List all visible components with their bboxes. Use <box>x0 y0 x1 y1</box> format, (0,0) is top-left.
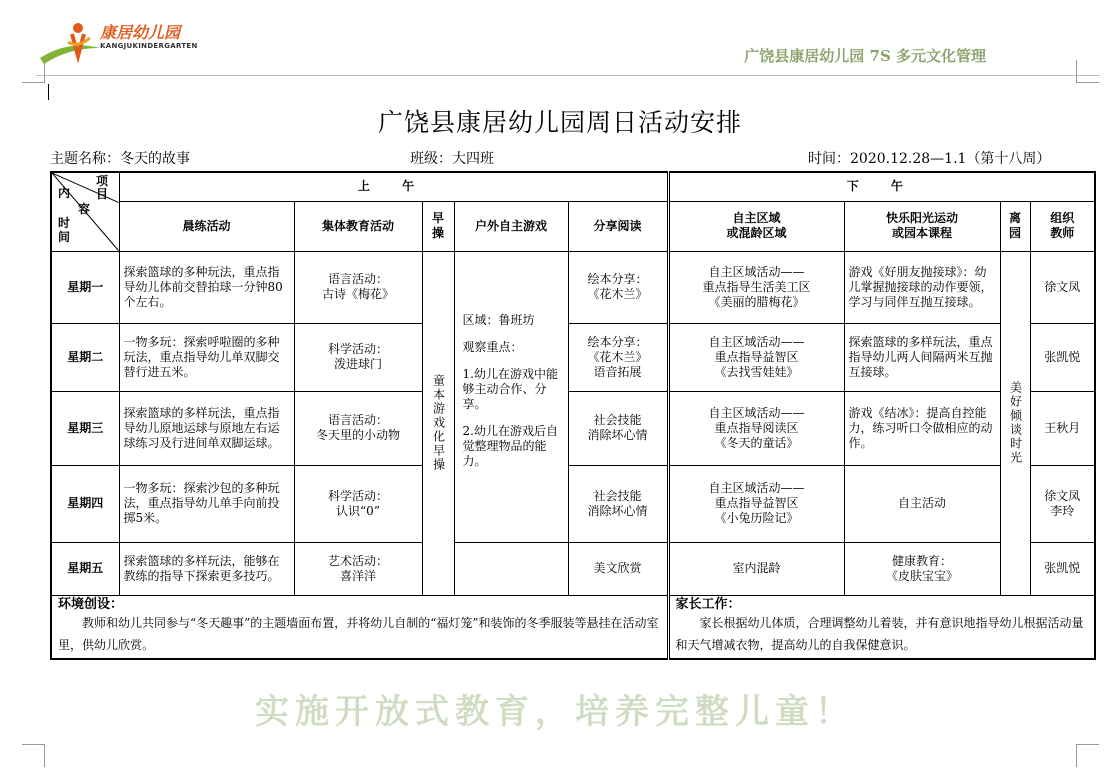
table-row <box>51 251 1095 323</box>
table-row <box>51 323 1095 391</box>
environment-title: 环境创设： <box>58 596 124 612</box>
col-group-activity: 集体教育活动 <box>294 201 422 251</box>
sunshine-sport-cell: 游戏《结冰》：提高自控能力，练习听口令做相应的动作。 <box>844 391 1000 465</box>
leave-cell: 美好倾谈时光 <box>1000 251 1030 595</box>
morning-activity-cell: 一物多玩：探索呼啦圈的多种玩法，重点指导幼儿单双脚交替行进五米。 <box>119 323 294 391</box>
morning-activity-cell: 探索篮球的多样玩法，能够在教练的指导下探索更多技巧。 <box>119 542 294 595</box>
reading-cell: 绘本分享： 《花木兰》 语音拓展 <box>568 323 668 391</box>
reading-cell: 美文欣赏 <box>568 542 668 595</box>
teacher-cell: 王秋月 <box>1030 391 1095 465</box>
reading-cell: 社会技能 消除坏心情 <box>568 465 668 542</box>
class-name: 班级：大四班 <box>410 151 494 167</box>
group-activity-cell: 语言活动： 古诗《梅花》 <box>294 251 422 323</box>
outdoor-area: 区域：鲁班坊 <box>462 312 535 327</box>
col-outdoor-play: 户外自主游戏 <box>454 201 568 251</box>
group-activity-cell: 科学活动： 认识“0” <box>294 465 422 542</box>
text-cursor <box>48 84 49 100</box>
area-activity-cell: 室内混龄 <box>668 542 844 595</box>
col-morning-exercise: 晨练活动 <box>119 201 294 251</box>
corner-item-label-1: 项 <box>96 174 109 188</box>
area-activity-cell: 自主区域活动—— 重点指导阅读区 《冬天的童话》 <box>668 391 844 465</box>
header-divider <box>36 75 1100 76</box>
corner-item-label-2: 目 <box>96 187 109 201</box>
group-activity-cell: 语言活动： 冬天里的小动物 <box>294 391 422 465</box>
col-area-activity: 自主区域 或混龄区域 <box>668 201 844 251</box>
sunshine-sport-cell: 健康教育： 《皮肤宝宝》 <box>844 542 1000 595</box>
document-title: 广饶县康居幼儿园周日活动安排 <box>377 108 742 137</box>
day-label: 星期二 <box>51 323 119 391</box>
day-label: 星期一 <box>51 251 119 323</box>
teacher-cell: 徐文凤 <box>1030 251 1095 323</box>
morning-header: 上 午 <box>119 172 668 201</box>
day-label: 星期四 <box>51 465 119 542</box>
sunshine-sport-cell: 游戏《好朋友抛接球》：幼儿掌握抛接球的动作要领，学习与同伴互抛互接球。 <box>844 251 1000 323</box>
morning-drill-cell: 童本游戏化早操 <box>422 251 454 595</box>
corner-time-label-1: 时 <box>58 216 71 230</box>
teacher-cell: 徐文凤 李玲 <box>1030 465 1095 542</box>
reading-cell: 绘本分享： 《花木兰》 <box>568 251 668 323</box>
page-corner-mark <box>1076 744 1099 767</box>
table-row <box>51 391 1095 465</box>
morning-activity-cell: 一物多玩：探索沙包的多种玩法，重点指导幼儿单手向前投掷5米。 <box>119 465 294 542</box>
parent-work-section <box>668 595 1095 659</box>
parent-work-text: 家长根据幼儿体质，合理调整幼儿着装，并有意识地指导幼儿根据活动量和天气增减衣物，提高幼儿的自我保健意识。 <box>675 615 1084 652</box>
outdoor-focus: 观察重点： <box>462 339 523 354</box>
page-corner-mark <box>1076 60 1099 83</box>
weekly-schedule-table <box>50 171 1096 660</box>
environment-section <box>51 595 668 659</box>
col-teacher: 组织 教师 <box>1030 201 1095 251</box>
reading-cell: 社会技能 消除坏心情 <box>568 391 668 465</box>
day-label: 星期五 <box>51 542 119 595</box>
header-subtitle: 广饶县康居幼儿园 7S 多元文化管理 <box>744 47 986 65</box>
logo-english-name: KANGJUKINDERGARTEN <box>100 42 198 50</box>
col-leave: 离园 <box>1000 201 1030 251</box>
corner-content-label-1: 内 <box>58 186 71 200</box>
teacher-cell: 张凯悦 <box>1030 542 1095 595</box>
col-sunshine-sport: 快乐阳光运动 或园本课程 <box>844 201 1000 251</box>
table-row <box>51 542 1095 595</box>
group-activity-cell: 艺术活动： 喜洋洋 <box>294 542 422 595</box>
morning-activity-cell: 探索篮球的多样玩法，重点指导幼儿原地运球与原地左右运球练习及行进间单双脚运球。 <box>119 391 294 465</box>
sunshine-sport-cell: 自主活动 <box>844 465 1000 542</box>
date-range: 时间：2020.12.28—1.1（第十八周） <box>808 151 1051 167</box>
parent-work-title: 家长工作： <box>675 596 741 612</box>
outdoor-play-empty-cell <box>454 542 568 595</box>
teacher-cell: 张凯悦 <box>1030 323 1095 391</box>
footer-slogan: 实施开放式教育，培养完整儿童！ <box>255 692 855 732</box>
col-morning-drill: 早操 <box>422 201 454 251</box>
outdoor-play-cell <box>454 251 568 542</box>
sunshine-sport-cell: 探索篮球的多样玩法，重点指导幼儿两人间隔两米互抛互接球。 <box>844 323 1000 391</box>
page-corner-mark <box>22 744 45 767</box>
corner-time-label-2: 间 <box>58 230 71 244</box>
logo-name: 康居幼儿园 <box>100 23 181 42</box>
corner-content-label-2: 容 <box>78 202 91 216</box>
area-activity-cell: 自主区域活动—— 重点指导益智区 《小兔历险记》 <box>668 465 844 542</box>
day-label: 星期三 <box>51 391 119 465</box>
environment-text: 教师和幼儿共同参与“冬天趣事”的主题墙面布置，并将幼儿自制的“福灯笼”和装饰的冬季服装等悬挂在活动室里，供幼儿欣赏。 <box>58 615 659 652</box>
theme-name: 主题名称：冬天的故事 <box>50 151 190 167</box>
outdoor-point-1: 1.幼儿在游戏中能够主动合作、分享。 <box>462 366 558 411</box>
afternoon-header: 下 午 <box>668 172 1095 201</box>
area-activity-cell: 自主区域活动—— 重点指导生活美工区 《美丽的腊梅花》 <box>668 251 844 323</box>
table-row <box>51 465 1095 542</box>
area-activity-cell: 自主区域活动—— 重点指导益智区 《去找雪娃娃》 <box>668 323 844 391</box>
table-corner-header <box>51 172 119 251</box>
morning-activity-cell: 探索篮球的多种玩法，重点指导幼儿体前交替拍球一分钟80个左右。 <box>119 251 294 323</box>
group-activity-cell: 科学活动： 泼进球门 <box>294 323 422 391</box>
col-reading: 分享阅读 <box>568 201 668 251</box>
outdoor-point-2: 2.幼儿在游戏后自觉整理物品的能力。 <box>462 423 558 468</box>
